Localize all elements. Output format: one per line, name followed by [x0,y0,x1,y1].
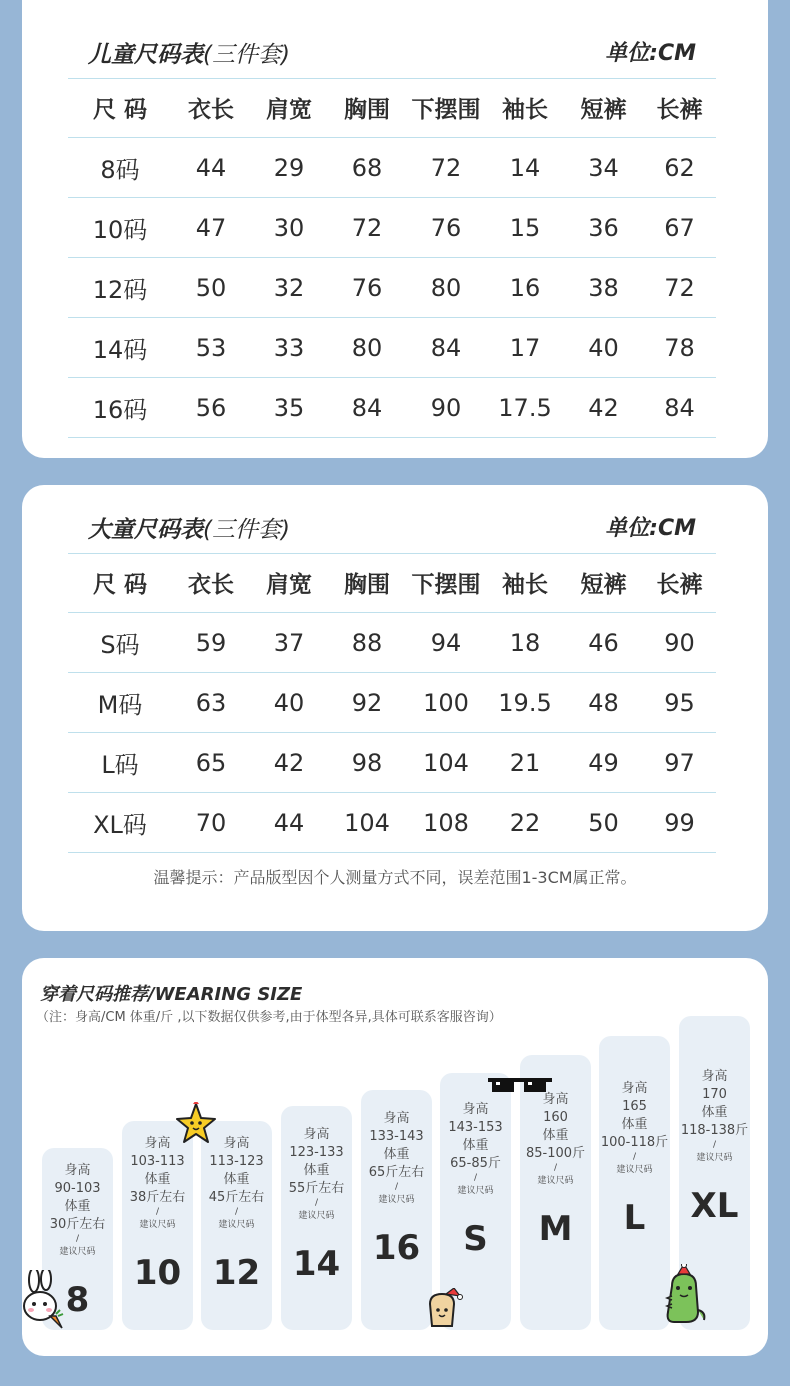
kids-table-title [88,36,290,69]
column-header: 尺 码 [68,78,172,138]
table-row [68,258,716,318]
table-cell: 92 [328,673,406,733]
column-header: 胸围 [328,78,406,138]
table-row [68,673,716,733]
kids-table-unit: 单位:CM [605,41,696,66]
weight-range: 65斤左右 [368,1165,425,1180]
separator: / [234,1207,239,1217]
recommended-size: 12 [212,1253,261,1293]
table-cell: 84 [328,378,406,438]
height-range: 103-113 [130,1154,185,1169]
separator: / [632,1152,637,1162]
separator: / [394,1182,399,1192]
size-recommendation-column [201,1121,272,1330]
size-recommendation-column [520,1055,591,1330]
recommended-size: 14 [292,1244,341,1284]
table-cell: 21 [486,733,564,793]
separator: / [473,1173,478,1183]
measurement-note: 温馨提示：产品版型因个人测量方式不同，误差范围1-3CM属正常。 [153,868,637,887]
height-label: 身高 [542,1092,569,1107]
kids-size-table [68,78,716,438]
table-row [68,613,716,673]
table-cell: S码 [68,613,172,673]
table-cell: 76 [406,198,486,258]
big-kids-table-subtitle: (三件套) [203,517,290,543]
table-cell: 33 [250,318,328,378]
dinosaur-icon [658,1264,708,1328]
separator: / [553,1163,558,1173]
weight-label: 体重 [701,1105,728,1120]
table-cell: 18 [486,613,564,673]
suggest-label: 建议尺码 [616,1165,653,1175]
table-cell: 94 [406,613,486,673]
suggest-label: 建议尺码 [537,1176,574,1186]
table-cell: 80 [406,258,486,318]
table-cell: 104 [328,793,406,853]
table-row [68,138,716,198]
kids-table-header-row [68,78,716,138]
weight-range: 118-138斤 [680,1123,749,1138]
table-cell: 35 [250,378,328,438]
weight-label: 体重 [383,1147,410,1162]
column-header: 衣长 [172,553,250,613]
weight-range: 38斤左右 [129,1190,186,1205]
table-cell: 17 [486,318,564,378]
table-cell: 16 [486,258,564,318]
table-cell: 84 [406,318,486,378]
toast-icon [422,1288,466,1332]
column-info [281,1126,352,1223]
table-cell: 108 [406,793,486,853]
column-info [361,1110,432,1207]
table-cell: 95 [643,673,716,733]
column-header: 肩宽 [250,78,328,138]
wearing-size-note: （注：身高/CM 体重/斤 ,以下数据仅供参考,由于体型各异,具体可联系客服咨询） [36,1010,502,1025]
table-cell: 90 [406,378,486,438]
table-cell: 47 [172,198,250,258]
wearing-size-title: 穿着尺码推荐/WEARING SIZE [40,984,303,1005]
recommended-size: 10 [133,1253,182,1293]
table-cell: 42 [250,733,328,793]
height-label: 身高 [621,1081,648,1096]
column-info [42,1162,113,1259]
table-cell: 50 [172,258,250,318]
weight-label: 体重 [144,1172,171,1187]
table-cell: 70 [172,793,250,853]
table-cell: 37 [250,613,328,673]
table-cell: 65 [172,733,250,793]
column-header: 短裤 [564,78,643,138]
big-kids-table-header-row [68,553,716,613]
size-recommendation-column [122,1121,193,1330]
separator: / [314,1198,319,1208]
table-cell: 50 [564,793,643,853]
table-cell: 72 [406,138,486,198]
table-cell: 62 [643,138,716,198]
big-kids-table-title-text: 大童尺码表 [88,517,203,543]
suggest-label: 建议尺码 [139,1220,176,1230]
table-cell: 36 [564,198,643,258]
separator: / [712,1140,717,1150]
wearing-size-card [22,958,768,1356]
table-cell: 38 [564,258,643,318]
column-info [679,1068,750,1165]
column-header: 衣长 [172,78,250,138]
column-header: 短裤 [564,553,643,613]
table-cell: 63 [172,673,250,733]
table-cell: 22 [486,793,564,853]
column-header: 下摆围 [406,553,486,613]
sunglasses-icon [488,1076,552,1096]
column-info [599,1080,670,1177]
table-cell: 48 [564,673,643,733]
weight-range: 65-85斤 [450,1156,501,1171]
table-cell: 76 [328,258,406,318]
suggest-label: 建议尺码 [298,1211,335,1221]
column-header: 长裤 [643,78,716,138]
recommended-size: XL [690,1186,739,1226]
table-cell: 78 [643,318,716,378]
table-row [68,793,716,853]
column-header: 胸围 [328,553,406,613]
kids-table-title-text: 儿童尺码表 [88,42,203,68]
kids-size-card [22,0,768,458]
table-cell: 46 [564,613,643,673]
table-cell: 80 [328,318,406,378]
column-header: 肩宽 [250,553,328,613]
column-header: 长裤 [643,553,716,613]
table-cell: 90 [643,613,716,673]
height-range: 170 [702,1087,727,1102]
table-cell: 14码 [68,318,172,378]
table-cell: 97 [643,733,716,793]
height-label: 身高 [223,1136,250,1151]
column-header: 袖长 [486,78,564,138]
table-cell: 88 [328,613,406,673]
weight-range: 55斤左右 [288,1181,345,1196]
table-cell: 49 [564,733,643,793]
table-cell: 44 [172,138,250,198]
kids-table-subtitle: (三件套) [203,42,290,68]
table-cell: 14 [486,138,564,198]
big-kids-size-table [68,553,716,853]
height-range: 160 [543,1110,568,1125]
suggest-label: 建议尺码 [696,1153,733,1163]
weight-range: 30斤左右 [49,1217,106,1232]
weight-label: 体重 [542,1128,569,1143]
suggest-label: 建议尺码 [457,1186,494,1196]
recommended-size: S [463,1219,488,1259]
table-cell: 40 [564,318,643,378]
table-cell: 34 [564,138,643,198]
separator: / [75,1234,80,1244]
suggest-label: 建议尺码 [378,1195,415,1205]
table-cell: 29 [250,138,328,198]
table-cell: 42 [564,378,643,438]
height-label: 身高 [462,1102,489,1117]
height-range: 165 [622,1099,647,1114]
height-range: 143-153 [448,1120,503,1135]
table-cell: 32 [250,258,328,318]
recommended-size: M [538,1209,573,1249]
table-row [68,318,716,378]
weight-range: 45斤左右 [208,1190,265,1205]
table-cell: 44 [250,793,328,853]
column-info [440,1101,511,1198]
table-cell: 67 [643,198,716,258]
height-label: 身高 [303,1127,330,1142]
recommended-size: 8 [65,1280,90,1320]
column-header: 尺 码 [68,553,172,613]
weight-label: 体重 [462,1138,489,1153]
table-cell: 19.5 [486,673,564,733]
table-cell: 72 [328,198,406,258]
big-kids-table-title [88,511,290,544]
height-label: 身高 [383,1111,410,1126]
table-cell: 53 [172,318,250,378]
table-cell: 56 [172,378,250,438]
weight-range: 100-118斤 [600,1135,669,1150]
column-header: 下摆围 [406,78,486,138]
table-row [68,733,716,793]
big-kids-table-header [68,505,716,554]
table-cell: XL码 [68,793,172,853]
height-label: 身高 [701,1069,728,1084]
suggest-label: 建议尺码 [59,1247,96,1257]
height-range: 133-143 [369,1129,424,1144]
table-cell: 99 [643,793,716,853]
suggest-label: 建议尺码 [218,1220,255,1230]
height-label: 身高 [64,1163,91,1178]
star-icon [176,1102,216,1150]
weight-label: 体重 [303,1163,330,1178]
recommended-size: 16 [372,1228,421,1268]
table-cell: 98 [328,733,406,793]
table-cell: 104 [406,733,486,793]
column-info [520,1091,591,1188]
table-cell: 100 [406,673,486,733]
height-label: 身高 [144,1136,171,1151]
weight-label: 体重 [64,1199,91,1214]
column-header: 袖长 [486,553,564,613]
weight-label: 体重 [223,1172,250,1187]
table-cell: 16码 [68,378,172,438]
table-cell: 40 [250,673,328,733]
table-cell: 30 [250,198,328,258]
separator: / [155,1207,160,1217]
height-range: 113-123 [209,1154,264,1169]
table-cell: 15 [486,198,564,258]
big-kids-table-unit: 单位:CM [605,516,696,541]
table-cell: 17.5 [486,378,564,438]
table-cell: 10码 [68,198,172,258]
height-range: 123-133 [289,1145,344,1160]
table-cell: 84 [643,378,716,438]
table-cell: 72 [643,258,716,318]
table-cell: M码 [68,673,172,733]
rabbit-icon [20,1270,66,1332]
height-range: 90-103 [54,1181,101,1196]
table-cell: 59 [172,613,250,673]
kids-table-header [68,30,716,79]
table-row [68,198,716,258]
big-kids-size-card [22,485,768,931]
table-row [68,378,716,438]
table-cell: 8码 [68,138,172,198]
weight-range: 85-100斤 [525,1146,586,1161]
weight-label: 体重 [621,1117,648,1132]
table-cell: 12码 [68,258,172,318]
table-cell: L码 [68,733,172,793]
recommended-size: L [623,1198,646,1238]
table-cell: 68 [328,138,406,198]
size-recommendation-column [281,1106,352,1330]
